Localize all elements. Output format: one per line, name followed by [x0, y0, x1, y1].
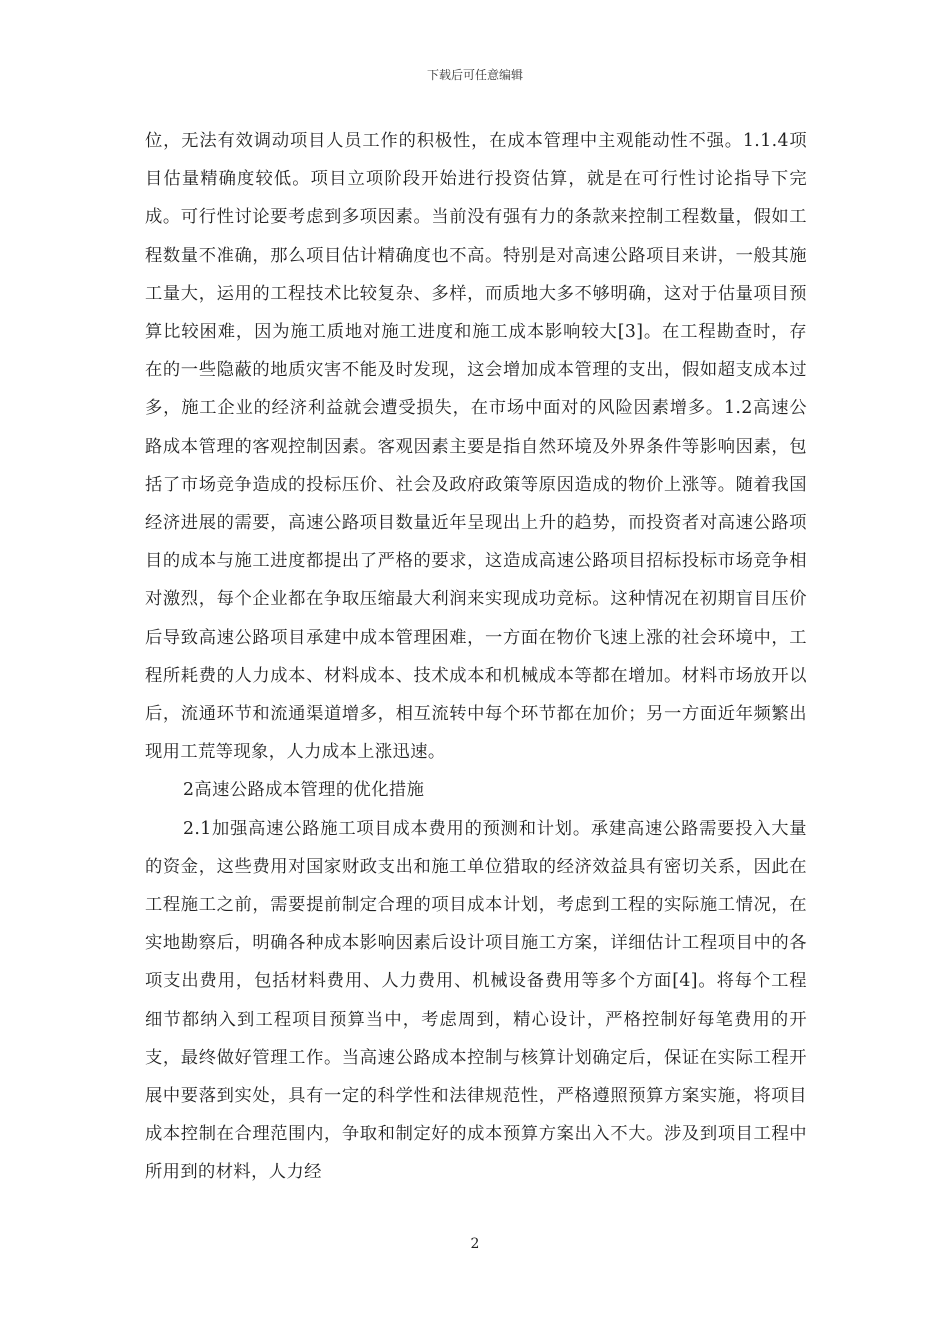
page-header-note: 下载后可任意编辑: [426, 68, 523, 82]
page-number: 2: [470, 1236, 480, 1252]
paragraph-cost-factors: 位，无法有效调动项目人员工作的积极性，在成本管理中主观能动性不强。1.1.4项目估量精确度较低。项目立项阶段开始进行投资估算，就是在可行性讨论指导下完成。可行性讨论要考虑到多项因素。当前没有强有力的条款来控制工程数量，假如工程数量不准确，那么项目估计精确度也不高。特别是对高速公路项目来讲，一般其施工量大，运用的工程技术比较复杂、多样，而质地大多不够明确，这对于估量项目预算比较困难，因为施工质地对施工进度和施工成本影响较大[3]。在工程勘查时，存在的一些隐蔽的地质灾害不能及时发现，这会增加成本管理的支出，假如超支成本过多，施工企业的经济利益就会遭受损失，在市场中面对的风险因素增多。1.2高速公路成本管理的客观控制因素。客观因素主要是指自然环境及外界条件等影响因素，包括了市场竞争造成的投标压价、社会及政府政策等原因造成的物价上涨等。随着我国经济进展的需要，高速公路项目数量近年呈现出上升的趋势，而投资者对高速公路项目的成本与施工进度都提出了严格的要求，这造成高速公路项目招标投标市场竞争相对激烈，每个企业都在争取压缩最大利润来实现成功竞标。这种情况在初期盲目压价后导致高速公路项目承建中成本管理困难，一方面在物价飞速上涨的社会环境中，工程所耗费的人力成本、材料成本、技术成本和机械成本等都在增加。材料市场放开以后，流通环节和流通渠道增多，相互流转中每个环节都在加价；另一方面近年频繁出现用工荒等现象，人力成本上涨迅速。: [145, 131, 807, 763]
document-body: [145, 122, 807, 1192]
paragraph-cost-forecast: 2.1加强高速公路施工项目成本费用的预测和计划。承建高速公路需要投入大量的资金，这些费用对国家财政支出和施工单位猎取的经济效益具有密切关系，因此在工程施工之前，需要提前制定合理的项目成本计划，考虑到工程的实际施工情况，在实地勘察后，明确各种成本影响因素后设计项目施工方案，详细估计工程项目中的各项支出费用，包括材料费用、人力费用、机械设备费用等多个方面[4]。将每个工程细节都纳入到工程项目预算当中，考虑周到，精心设计，严格控制好每笔费用的开支，最终做好管理工作。当高速公路成本控制与核算计划确定后，保证在实际工程开展中要落到实处，具有一定的科学性和法律规范性，严格遵照预算方案实施，将项目成本控制在合理范围内，争取和制定好的成本预算方案出入不大。涉及到项目工程中所用到的材料，人力经: [145, 818, 807, 1183]
section-heading-optimization: 2高速公路成本管理的优化措施: [183, 780, 425, 801]
